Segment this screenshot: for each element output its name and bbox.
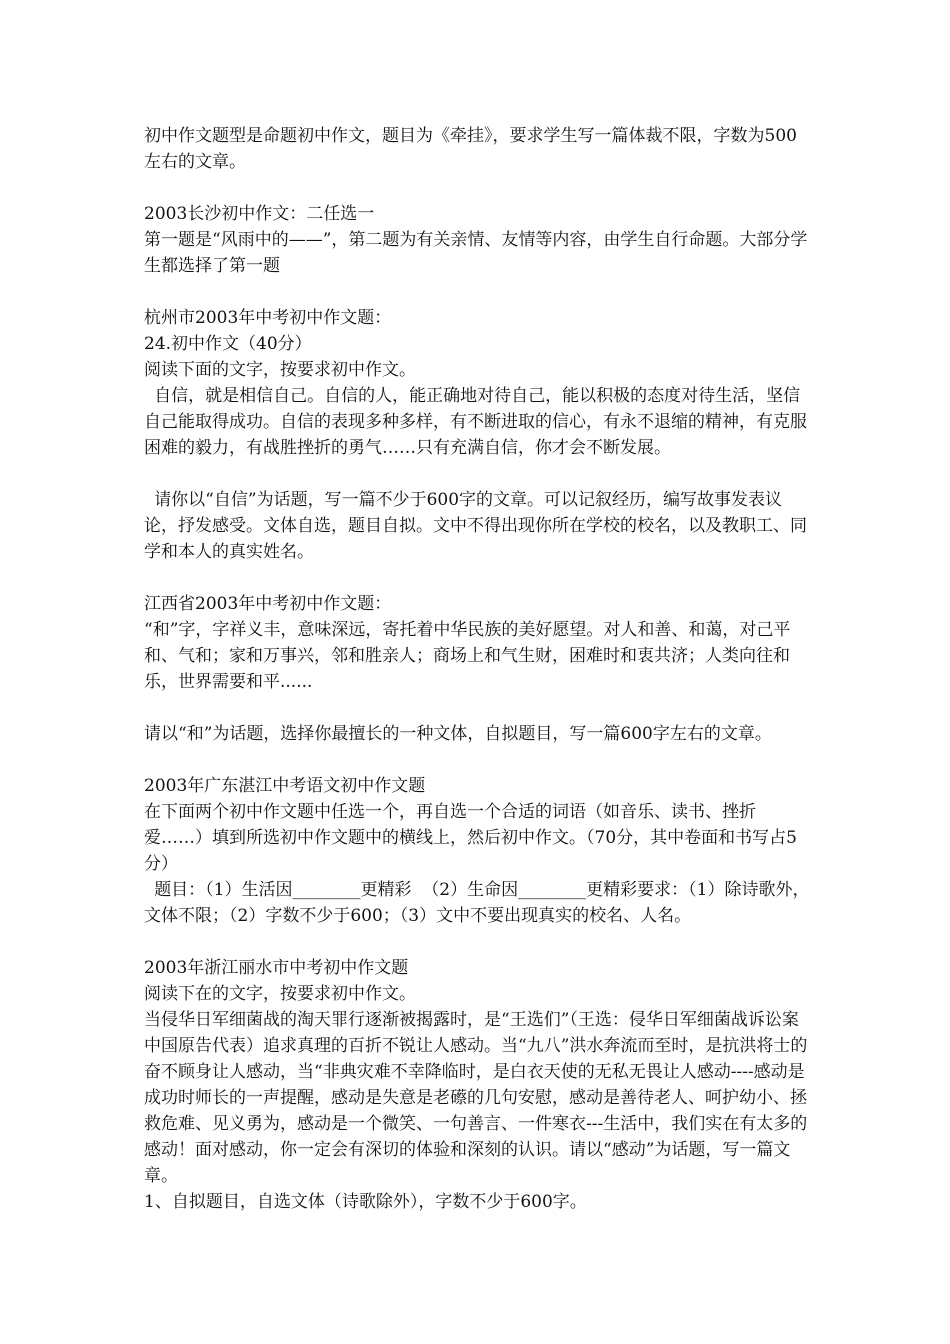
paragraph-jiangxi-requirement: 请以“和”为话题，选择你最擅长的一种文体，自拟题目，写一篇600字左右的文章。 [144, 724, 772, 744]
paragraph-hangzhou-confidence: 自信，就是相信自己。自信的人，能正确地对待自己，能以积极的态度对待生活，坚信自己能取得成功。自信的表现多种多样，有不断进取的信心，有永不退缩的精神，有克服困难的毅力，有战胜挫折的勇气……只有充满自信，你才会不断发展。 [144, 386, 807, 458]
paragraph-hangzhou-requirement: 请你以“自信”为话题，写一篇不少于600字的文章。可以记叙经历，编写故事发表议论，抒发感受。文体自选，题目自拟。文中不得出现你所在学校的校名，以及教职工、同学和本人的真实姓名。 [144, 490, 807, 562]
heading-changsha: 2003长沙初中作文：二任选一 [144, 204, 375, 224]
paragraph-intro: 初中作文题型是命题初中作文，题目为《牵挂》，要求学生写一篇体裁不限，字数为500左右的文章。 [144, 126, 797, 172]
paragraph-gap [144, 565, 810, 591]
paragraph-gap [144, 747, 810, 773]
heading-jiangxi: 江西省2003年中考初中作文题： [144, 594, 392, 614]
heading-hangzhou: 杭州市2003年中考初中作文题： [144, 308, 392, 328]
paragraph-zhanjiang-topics: 题目：（1）生活因________更精彩 （2）生命因________更精彩要求：（1）除诗歌外，文体不限；（2）字数不少于600；（3）文中不要出现真实的校名、人名。 [144, 880, 810, 926]
paragraph-zhanjiang-instruction: 在下面两个初中作文题中任选一个，再自选一个合适的词语（如音乐、读书、挫折爱……）填到所选初中作文题中的横线上，然后初中作文。（70分，其中卷面和书写占5分） [144, 802, 797, 874]
subheading-hangzhou-24: 24.初中作文（40分） [144, 334, 312, 354]
paragraph-gap [144, 175, 810, 201]
paragraph-changsha: 第一题是“风雨中的——”，第二题为有关亲情、友情等内容，由学生自行命题。大部分学生都选择了第一题 [144, 230, 808, 276]
paragraph-jiangxi-he: “和”字，字祥义丰，意味深远，寄托着中华民族的美好愿望。对人和善、和蔼，对己平和、气和；家和万事兴，邻和胜亲人；商场上和气生财，困难时和衷共济；人类向往和乐，世界需要和平...... [144, 620, 791, 692]
paragraph-gap [144, 695, 810, 721]
instruction-lishui: 阅读下在的文字，按要求初中作文。 [144, 984, 416, 1004]
paragraph-gap [144, 279, 810, 305]
heading-zhanjiang: 2003年广东湛江中考语文初中作文题 [144, 776, 426, 796]
paragraph-lishui-moved: 当侵华日军细菌战的淘天罪行逐渐被揭露时，是“王选们”（王选：侵华日军细菌战诉讼案中国原告代表）追求真理的百折不锐让人感动。当“九八”洪水奔流而至时，是抗洪将士的奋不顾身让人感动，当“非典灾难不幸降临时，是白衣天使的无私无畏让人感动----感动是成功时师长的一声提醒，感动是失意是老礤的几句安慰，感动是善待老人、呵护幼小、拯救危难、见义勇为，感动是一个微笑、一句善言、一件寒衣---生活中，我们实在有太多的感动！面对感动，你一定会有深切的体验和深刻的认识。请以“感动”为话题，写一篇文章。 [144, 1010, 808, 1186]
paragraph-gap [144, 461, 810, 487]
instruction-hangzhou: 阅读下面的文字，按要求初中作文。 [144, 360, 416, 380]
paragraph-lishui-requirement: 1、自拟题目，自选文体（诗歌除外），字数不少于600字。 [144, 1192, 587, 1212]
paragraph-gap [144, 929, 810, 955]
heading-lishui: 2003年浙江丽水市中考初中作文题 [144, 958, 409, 978]
